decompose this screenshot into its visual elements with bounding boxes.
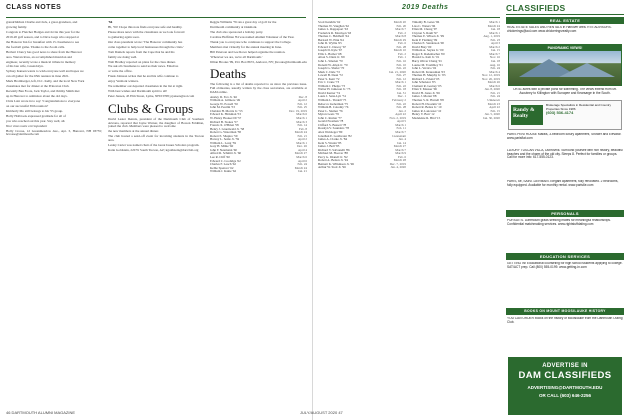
- death-date: March 8: [395, 34, 406, 39]
- paragraph: Reggie Williams '76 ran a great day of golf for the: [210, 21, 277, 24]
- death-name: James R. Lancaster '10: [412, 108, 442, 113]
- death-name: Bennett K. Wilkinson Jr. '96: [318, 161, 354, 166]
- death-name: John F. Neumann '60: [210, 147, 237, 152]
- death-name: John Scholerer '05: [412, 80, 436, 85]
- death-name: Ellen T. Mauser '06: [412, 87, 437, 92]
- death-date: Feb. 18: [396, 87, 406, 92]
- death-date: March 24: [294, 165, 307, 170]
- paragraph: Recently Ben Foote, Jack Taylor, and Jimmy Smith met: [6, 89, 80, 94]
- death-date: March 4: [489, 69, 500, 74]
- death-date: March 1: [489, 21, 500, 24]
- realty-phone: (603) 536-4174: [546, 110, 574, 116]
- death-date: Jan. 30, 2020: [483, 115, 500, 120]
- correspondent-address: Peter Jansen, 45 Elm Street, Lyme, NH 03768; pjansen@aol.com: [108, 94, 195, 99]
- advertise-line-2: DAM CLASSIFIEDS: [518, 370, 612, 381]
- death-date: Feb. 24: [490, 66, 500, 71]
- death-date: March 3: [296, 119, 307, 124]
- header-rule-right: [318, 17, 500, 18]
- paragraph: on our successful 65th reunion!': [6, 103, 49, 108]
- paragraph: Sydney Kansen wants to wish everyone well and hopes we: [6, 69, 84, 74]
- running-head-class-notes: CLASS NOTES: [6, 4, 62, 11]
- paragraph: can all gather for the 65th reunion in June 2021.: [6, 74, 70, 79]
- death-name: Rosalyn V. Saunders '78: [318, 126, 349, 131]
- death-date: Nov. 2, 2019: [389, 115, 406, 120]
- death-name: Robert M. Kraussman '03: [412, 69, 445, 74]
- death-name: William J. Phelps '73: [318, 83, 346, 88]
- death-name: Edward C. Coolidge '62: [210, 158, 241, 163]
- paragraph: With best wishes and Dartmouth spirit to all!: [108, 89, 168, 94]
- death-date: March 9: [395, 151, 406, 156]
- real-estate-listing: REAL ESTATE SALES AND RENTALS in Hanover area. RTE ADVISORS. chickerings@aol.com www.chickeringsrealty.com: [507, 26, 612, 33]
- death-name: Ellen M. Chong '97: [412, 27, 438, 32]
- death-date: Jan. 21: [297, 169, 307, 174]
- header-rule-left: [6, 17, 306, 18]
- education-listing: GETTING IN! Educational counseling for high school students applying to college. SAT/ACT prep. Call (800) 555-0199. www.getting-in.com: [507, 262, 623, 269]
- death-name: Harvey L. Seide Jr. '59: [210, 137, 240, 142]
- death-name: Timothy B. Gates '96: [412, 21, 440, 24]
- death-name: Lisa C. Waters '96: [412, 23, 436, 28]
- death-date: Dec. 1: [397, 94, 406, 99]
- death-name: William B. Colodny '76: [318, 105, 349, 110]
- death-name: Charles E. Sanderson '00: [412, 41, 444, 46]
- death-date: Unknown: [487, 98, 500, 103]
- death-name: William L. Long '59: [210, 140, 236, 145]
- death-date: Feb. 22: [396, 101, 406, 106]
- death-name: James L. Rappaport '63: [318, 27, 348, 32]
- paragraph: up in Hanover to reminisce about the old days.: [6, 94, 68, 99]
- death-name: David Bray '00: [412, 44, 432, 49]
- realty-ad[interactable]: [508, 100, 622, 130]
- deaths-list: [210, 96, 307, 174]
- death-name: Roger E. Rademacher '00: [412, 51, 445, 56]
- books-bar: BOOKS ON MOUNT MOOSILAUKE HISTORY: [506, 308, 624, 315]
- paragraph: Holly Holbrook expressed gratitude for all of: [6, 113, 66, 118]
- death-date: March 10: [393, 48, 406, 53]
- panoramic-views-ad[interactable]: [508, 44, 622, 86]
- death-name: Frederick R. Morrison '63: [318, 30, 352, 35]
- death-date: March 7: [395, 147, 406, 152]
- death-name: John C. Romer '77: [318, 115, 342, 120]
- paragraph: the new members at the annual dinner.: [108, 129, 159, 134]
- death-name: Ellis L. Barber '68: [318, 51, 342, 56]
- panoramic-label: PANORAMIC VIEWS!: [509, 45, 621, 51]
- death-date: Feb. 10: [396, 62, 406, 67]
- death-date: Aug. 1, 2019: [483, 34, 500, 39]
- paragraph: Walt Bradley reported on plans for the class dinner.: [108, 59, 176, 64]
- paragraph: Mark Bromberger, left, D.C. Kelly, and the local New York: [6, 79, 85, 84]
- death-name: Alton S. Dietz Jr. '69: [318, 55, 345, 60]
- death-entry: [412, 117, 500, 121]
- death-name: Myron Leets '76: [318, 112, 339, 117]
- death-date: Feb. 8: [299, 126, 307, 131]
- death-date: Jan. 8, 2020: [484, 87, 500, 92]
- death-name: Mark C. Dale '72: [318, 69, 340, 74]
- death-date: Feb. 1: [398, 55, 406, 60]
- death-name: Michael M. Hoover '88: [318, 151, 348, 156]
- death-date: March 20: [393, 21, 406, 24]
- death-date: April 4: [297, 147, 307, 152]
- mountain-shape: [559, 63, 615, 77]
- books-listing: YOU CAN ORDER books on the history of Moosilauke from the Dartmouth Outing Club.: [507, 317, 623, 324]
- paragraph: 'Wherever we are, we're all Dartmouth.': [210, 54, 263, 59]
- death-date: Dec. 19, 2019: [289, 108, 307, 113]
- class-year-heading: '56: [108, 21, 113, 24]
- death-name: Richard V. Salvanelli '86: [318, 147, 350, 152]
- classifieds-rule: [506, 14, 624, 15]
- death-name: Robert A. Betton Jr. '94: [318, 158, 348, 163]
- death-name: Arthur W. Stott Jr. '96: [318, 165, 346, 170]
- death-date: April 22: [489, 105, 500, 110]
- death-date: Feb. 12: [396, 76, 406, 81]
- death-date: Jan. 18: [490, 59, 500, 64]
- death-date: Feb. 20: [396, 23, 406, 28]
- death-name: Madeleine R. Bird '15: [412, 115, 441, 120]
- deaths-heading: Deaths: [210, 66, 247, 82]
- paragraph: family are doing well.: [108, 54, 138, 59]
- death-name: Lee R. Cliff '60: [210, 154, 230, 159]
- death-date: Dec. 7, 2019: [389, 161, 406, 166]
- death-date: Feb. 23: [490, 37, 500, 42]
- death-name: William A. Gilmore '49: [210, 98, 241, 103]
- class-notes-column-1: [6, 21, 102, 405]
- paragraph: come together to help local businesses through the crisis.': [108, 44, 184, 49]
- real-estate-bar: REAL ESTATE: [506, 17, 624, 24]
- realty-ad-text: Brokerage Specialists in Residential and Country Properties Since 1986: [546, 103, 612, 111]
- death-name: Joseph G. Shefer '70: [318, 66, 345, 71]
- death-name: Kent P. Fleming '99: [412, 37, 438, 42]
- education-bar: EDUCATION SERVICES: [506, 253, 624, 260]
- death-name: James A. Clarke Jr. '84: [318, 137, 348, 142]
- paragraph: Jillian Brooks '99, P.O. Box 8672, Andover, NY; jbrooks@dartmouth.edu: [210, 59, 307, 64]
- class-notes-column-2: [108, 21, 204, 405]
- death-name: Robert R. Bettes Jr. '10: [412, 105, 442, 110]
- clubs-deaths-column: [210, 21, 307, 405]
- death-name: Harold G. Kalt Jr. '01: [412, 55, 440, 60]
- death-name: Gary H. Milne '60: [210, 144, 234, 149]
- death-name: Thomas E. Wilson Jr. '99: [412, 34, 444, 39]
- death-name: Robert H. Dworkin '10: [412, 101, 442, 106]
- death-date: Feb. 14: [297, 123, 307, 128]
- death-date: April 2: [297, 137, 307, 142]
- death-date: Feb. 28: [396, 44, 406, 49]
- death-date: Feb. 27: [396, 73, 406, 78]
- paragraph: classmates met for dinner at the Princeton Club.: [6, 84, 70, 89]
- death-date: April 6: [297, 158, 307, 163]
- paragraph: We ask all classmates to send us their news. Email us: [108, 64, 179, 69]
- death-date: Feb. 22: [396, 83, 406, 88]
- death-date: Jan. 2: [398, 108, 406, 113]
- death-name: Thomas H. Murphy Jr. '03: [412, 73, 446, 78]
- death-date: Feb. 6: [398, 41, 406, 46]
- death-name: Richard B. Stokes '57: [210, 119, 238, 124]
- death-date: Feb. 12: [297, 101, 307, 106]
- death-name: John L. Smolen '70: [318, 59, 343, 64]
- death-date: March 7: [395, 27, 406, 32]
- paragraph: area. Warren Ross, an accomplished musician and: [6, 54, 72, 59]
- death-name: David H. Jones Jr. '06: [412, 90, 440, 95]
- death-date: Jan. 15: [490, 48, 500, 53]
- death-name: Alex Wolsleger '80: [318, 129, 343, 134]
- advertise-phone: OR CALL (603) 646-2256: [539, 393, 591, 398]
- death-name: Henry V. Barr '12: [412, 112, 435, 117]
- advertise-line-1: ADVERTISE IN: [542, 363, 588, 369]
- paragraph: of his late wife, Gwendolyn.: [6, 64, 44, 69]
- death-name: Thomas W. Vaughan '62: [318, 23, 349, 28]
- death-name: James J. Bell '85: [318, 144, 340, 149]
- paragraph: Caroline Hoffman '84 was named Alumni Volunteer of the Year.: [210, 34, 295, 39]
- death-date: March 1: [489, 30, 500, 35]
- paragraph: Please share news with the classmates as we look forward: [108, 29, 185, 34]
- death-date: March 27: [294, 151, 307, 156]
- classifieds-column: [506, 0, 626, 420]
- death-date: Feb. 2: [398, 51, 406, 56]
- deaths-column-1: [318, 21, 406, 405]
- death-date: March 29: [393, 37, 406, 42]
- death-name: John M. Pearlin '53: [210, 105, 235, 110]
- paragraph: Hi, '56! I hope this note finds everyone safe and healthy.: [108, 24, 183, 29]
- death-name: Walter H. Jameson Jr. '73: [318, 87, 351, 92]
- advertise-in-dam-ad[interactable]: [508, 357, 622, 415]
- death-date: Jan. 14: [396, 140, 406, 145]
- death-date: Aug. 16: [489, 62, 500, 67]
- death-date: April 3: [490, 41, 500, 46]
- death-date: Feb. 25: [297, 105, 307, 110]
- death-name: James J. Moran '08: [412, 94, 437, 99]
- death-date: Feb. 16: [396, 59, 406, 64]
- death-date: March 6: [489, 83, 500, 88]
- death-date: Feb. 24: [297, 162, 307, 167]
- death-date: March 6: [296, 154, 307, 159]
- paragraph: The club hosted a send-off event for incoming students in the Tucson area.: [108, 134, 204, 142]
- death-name: Rebecca Lieberman '75: [318, 101, 348, 106]
- death-date: March 7: [395, 129, 406, 134]
- death-date: Jan. 4, 2020: [390, 165, 406, 170]
- death-name: Clement R. Gorney '05: [412, 83, 442, 88]
- photo-caption: On 51 acres with a private pond for swimming. The views extend from Mt. Ascutney to Killington with Sunapee and Kearsarge in the South.: [513, 88, 617, 95]
- death-name: Henry J. Gruenwald Jr. '58: [210, 126, 245, 131]
- paragraph: Chris Lutz wrote in to say: 'Congratulations to everyone: [6, 99, 81, 103]
- death-name: Edward C. Dewey '67: [318, 44, 347, 49]
- death-date: Feb. 2: [398, 30, 406, 35]
- death-name: Donald W. Allen Jr. '70: [318, 62, 348, 67]
- death-name: Alfred R. Schmitt Jr. '60: [210, 151, 242, 156]
- paragraph: enjoy Vermont winters.: [108, 79, 139, 84]
- death-name: David Kerner '74: [318, 90, 340, 95]
- realty-logo: Randy & Realty: [511, 105, 543, 125]
- paragraph: Katie Goldstein, 220 W South Tucson, AZ; kgoldstein@dartclub.org: [108, 147, 199, 152]
- paragraph: Herbert Clancy has good news to share from the Hanover: [6, 49, 82, 54]
- paragraph: The club also sponsored a holiday party.: [210, 29, 264, 34]
- deaths-list: [412, 21, 500, 120]
- death-date: March 7: [489, 51, 500, 56]
- death-name: Ansley D. Fox Jr. '46: [210, 94, 237, 99]
- death-date: April 2: [297, 98, 307, 103]
- death-name: Kellie Spencer '62: [210, 165, 234, 170]
- paragraph: Tom Daniels reports from the Cape that he and his: [108, 49, 175, 54]
- death-name: Percy G. Dianell Jr. '92: [318, 154, 348, 159]
- paragraph: growing family.: [6, 24, 28, 29]
- paragraph: 2019-20 golf season, and to Dave Gage who stopped at: [6, 34, 79, 39]
- clubs-groups-heading: Clubs & Groups: [108, 100, 194, 116]
- tuscan-villa-listing: LUXURY TUSCAN VILLA, Dubrovnik. Surround yourself with rich history, beautiful beaches and the charm of the old city. Sleeps 8. Perfect for families or groups. Call for more info: 617-555-0123.: [507, 149, 623, 160]
- running-head-deaths: 2019 Deaths: [402, 4, 449, 11]
- death-date: Jan. 4: [398, 137, 406, 142]
- paragraph: or write the office.: [108, 69, 133, 74]
- death-name: Louise M. Trombley '01: [412, 62, 443, 67]
- death-date: Feb. 15: [490, 108, 500, 113]
- death-name: William L. Tindell '75: [318, 98, 347, 103]
- death-date: Jan. 18: [490, 27, 500, 32]
- paris-apartment-listing: PARIS, 6e, SAINT-GERMAIN. Elegant apartment, fully renovated. 2 bedrooms, fully equipped. Available for monthly rental. www.paris6e.com: [507, 180, 619, 187]
- death-entry: [318, 166, 406, 170]
- death-name: George W. Powell '50: [210, 101, 238, 106]
- death-name: Francis X. O'Brien '58: [210, 123, 239, 128]
- paragraph: Lesley Carter was named chair of the Great Issues Scholars program.: [108, 142, 200, 147]
- death-name: William J. Kaine '62: [210, 169, 237, 174]
- death-name: Clayton S. Rauh '97: [412, 30, 438, 35]
- death-date: Feb. 11: [396, 126, 406, 131]
- page-gutter: [312, 0, 313, 420]
- death-date: March 1: [395, 80, 406, 85]
- deaths-intro: The following is a list of deaths reported to us since the previous issue. Full obituaries, usually written by the class secretaries, are available at DAM online.: [210, 82, 307, 94]
- advertise-email[interactable]: ADVERTISING@DARTMOUTH.EDU: [527, 385, 603, 390]
- death-date: March 24: [294, 130, 307, 135]
- correspondent-address: Holly Crosse, 12 Greenmeadow Ave., Apt. 3, Hanover, NH 03755; hcrosse@dartmouth.com: [6, 128, 102, 137]
- paragraph: We remember our departed classmates in the list at right.: [108, 84, 183, 89]
- personals-listing: PURSUITS. Dartmouth grads seeking mates for meaningful relationships. Confidential matchmaking services. www.rightstuffdating.com: [507, 219, 611, 226]
- paragraph: the football game. Thanks to the Zoom calls.: [6, 44, 65, 49]
- death-date: March 2: [489, 44, 500, 49]
- paragraph: Dartmouth community at Oakmont.: [210, 24, 258, 29]
- classifieds-title: CLASSIFIEDS: [506, 3, 566, 13]
- death-date: March 28: [393, 158, 406, 163]
- deaths-column-2: [412, 21, 500, 405]
- death-name: John D. Wyllie '65: [318, 41, 342, 46]
- death-date: Feb. 22: [396, 66, 406, 71]
- death-date: Nov. 12, 2019: [481, 73, 500, 78]
- death-date: Feb. 28: [396, 105, 406, 110]
- death-date: Feb. 21: [297, 133, 307, 138]
- death-date: March 6: [296, 112, 307, 117]
- paragraph: Congrats to Fletcher Hodges and Jovita this year for the: [6, 29, 80, 34]
- paragraph: Frank Johnson writes that he and his wife continue to: [108, 74, 179, 79]
- death-date: March 23: [487, 101, 500, 106]
- paragraph: Thank you to everyone who continues to support the College.: [210, 39, 292, 44]
- death-name: William A. Sayles Jr. '00: [412, 48, 444, 53]
- paragraph: Our class president wrote: 'The Hanover community has: [108, 39, 183, 44]
- paragraph: to gathering again soon.: [108, 34, 140, 39]
- death-name: Peter L. Stumer '76: [318, 108, 343, 113]
- death-date: March 24: [487, 23, 500, 28]
- death-name: Bernard W. Pink '64: [318, 37, 344, 42]
- death-name: Barry Oliver Chang '01: [412, 59, 442, 64]
- death-name: Thomas S. R. Harrell '08: [412, 98, 444, 103]
- paragraph: the Hanover Inn for breakfast with 15 classmates to see: [6, 39, 80, 44]
- death-name: Peter S. Kent '72: [318, 76, 340, 81]
- paragraph: Bill Peterson and Lee Rowe helped organize the reunion.: [210, 49, 286, 54]
- death-date: Jan. 31: [396, 90, 406, 95]
- paris-penthouse-listing: PARIS PENTHOUSE Marais, 3-bedroom luxury apartment, Shower and Elevator. www.parisflat.com: [507, 133, 622, 140]
- death-date: April 5: [396, 119, 406, 124]
- death-date: Lieutenant: [392, 133, 406, 138]
- death-name: Eric J. Crane '73: [318, 80, 340, 85]
- paragraph: Members met virtually for the annual meeting in June.: [210, 44, 282, 49]
- death-name: Edward K. Hickman '53: [210, 112, 241, 117]
- death-entry: [210, 170, 307, 174]
- death-date: Feb. 21: [490, 90, 500, 95]
- death-date: April 22: [395, 112, 406, 117]
- death-date: March 1: [296, 115, 307, 120]
- death-name: Scott Kendrik '62: [318, 21, 341, 24]
- death-date: Jan. 5, 2020: [484, 112, 500, 117]
- paragraph: Kimberly Mo still belongs to his '55 group.: [6, 108, 64, 113]
- death-name: Thomas C. Heldhoff '64: [318, 34, 349, 39]
- death-name: Charles F. Leach '62: [210, 162, 236, 167]
- death-date: Dec. 8: [298, 94, 307, 99]
- paragraph: grandchildren Charlie and Jack, a great-grandson, and: [6, 21, 78, 24]
- death-name: W. Henry Hooker III '57: [210, 115, 242, 120]
- death-name: Robert G. Waterman '58: [210, 130, 241, 135]
- deaths-list: [318, 21, 406, 170]
- death-name: Clifford S. Bassett '78: [318, 122, 347, 127]
- death-name: Robert E. Shapiro '59: [210, 133, 238, 138]
- death-name: Louis J. Sanz-Lyn '74: [318, 94, 346, 99]
- death-date: Jan. 21, 2020: [389, 69, 406, 74]
- death-name: Gerald Freeman '78: [318, 119, 344, 124]
- correspondent-label: Your class notes correspondent: [6, 123, 48, 128]
- death-name: Cheldon H. Morris Jr. '53: [210, 108, 243, 113]
- death-date: March 27: [393, 144, 406, 149]
- death-date: Feb. 6: [398, 154, 406, 159]
- death-name: Lowell B. Dean '72: [318, 73, 343, 78]
- death-date: February 2: [392, 98, 406, 103]
- death-name: Kent S. Wrenn '85: [318, 140, 342, 145]
- death-date: Nov. 16: [489, 55, 500, 60]
- death-name: Joseph D. Kyle '67: [318, 48, 343, 53]
- page-number-left: 46 DARTMOUTH ALUMNI MAGAZINE: [6, 410, 76, 415]
- death-date: Feb. 24: [490, 94, 500, 99]
- death-date: March 1: [395, 122, 406, 127]
- death-name: Jonathan E. Goldwater '82: [318, 133, 352, 138]
- death-name: John L. Verrico '02: [412, 66, 437, 71]
- paragraph: David Lester Dennis, president of the Dartmouth Club of Southern Arizona, reported that Jayne Warner, the daughter of Bowen Feldman, joined the club. Members were pleased to welcome: [108, 116, 204, 129]
- death-date: March 26: [487, 80, 500, 85]
- page-number-right: JULY/AUGUST 2020 47: [300, 410, 343, 415]
- death-date: Nov. 26, 2019: [481, 76, 500, 81]
- personals-bar: PERSONALS: [506, 210, 624, 217]
- death-date: March 1: [296, 140, 307, 145]
- paragraph: engineer, recently wrote a musical tribute in memory: [6, 59, 76, 64]
- death-date: Dec. 26: [297, 144, 307, 149]
- paragraph: you who reached out this year. Stay well, all.: [6, 118, 66, 123]
- death-name: Richard L. Friend '03: [412, 76, 440, 81]
